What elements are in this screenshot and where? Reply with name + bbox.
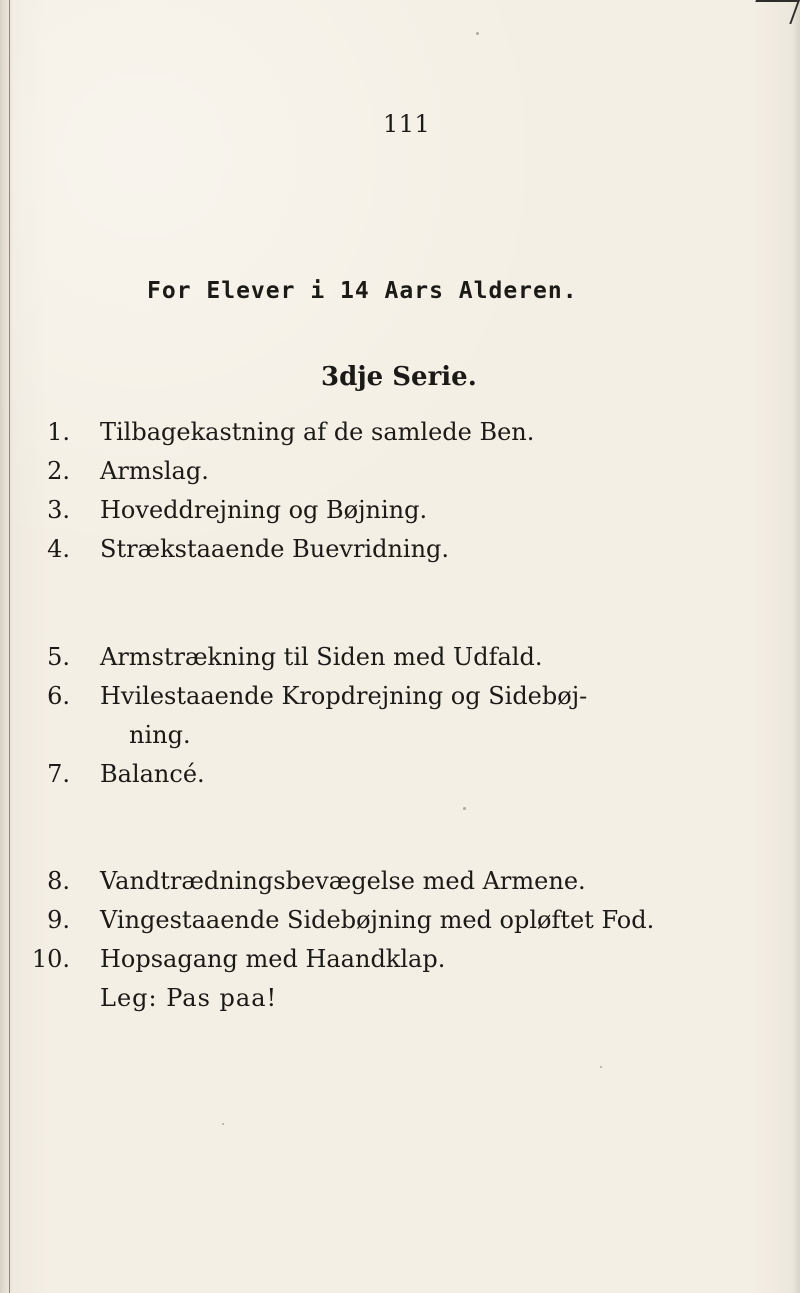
list-item-text: Armslag. [100,457,209,485]
list-item-number: 3. [47,496,70,524]
list-item-text: Hopsagang med Haandklap. [100,945,446,973]
list-item-continuation: ning. [129,721,191,749]
page-title: For Elever i 14 Aars Alderen. [147,278,578,304]
list-item-number: 5. [47,643,70,671]
list-item-text: Tilbagekastning af de samlede Ben. [100,418,535,446]
list-item-text: Hoveddrejning og Bøjning. [100,496,428,524]
list-item-number: 9. [47,906,70,934]
list-item-number: 1. [47,418,70,446]
page-corner-fold [747,0,800,24]
page-right-edge [792,0,800,1293]
list-item-number: 2. [47,457,70,485]
list-item-number: 7. [47,760,70,788]
paper-speck [463,807,466,810]
list-item-number: 6. [47,682,70,710]
series-heading: 3dje Serie. [321,362,477,392]
list-item-text: Strækstaaende Buevridning. [100,535,450,563]
game-line: Leg: Pas paa! [100,984,278,1012]
paper-speck [222,1123,224,1125]
list-item-text: Hvilestaaende Kropdrejning og Sidebøj- [100,682,588,710]
list-item-number: 8. [47,867,70,895]
paper-speck [600,1066,602,1068]
list-item-text: Vingestaaende Sidebøjning med opløftet Fod. [100,906,655,934]
list-item-number: 4. [47,535,70,563]
list-item-text: Balancé. [100,760,205,788]
list-item-number: 10. [31,945,70,973]
page-number: 111 [383,110,431,138]
list-item-text: Vandtrædningsbevægelse med Armene. [100,867,586,895]
paper-speck [476,32,479,35]
list-item-text: Armstrækning til Siden med Udfald. [100,643,543,671]
